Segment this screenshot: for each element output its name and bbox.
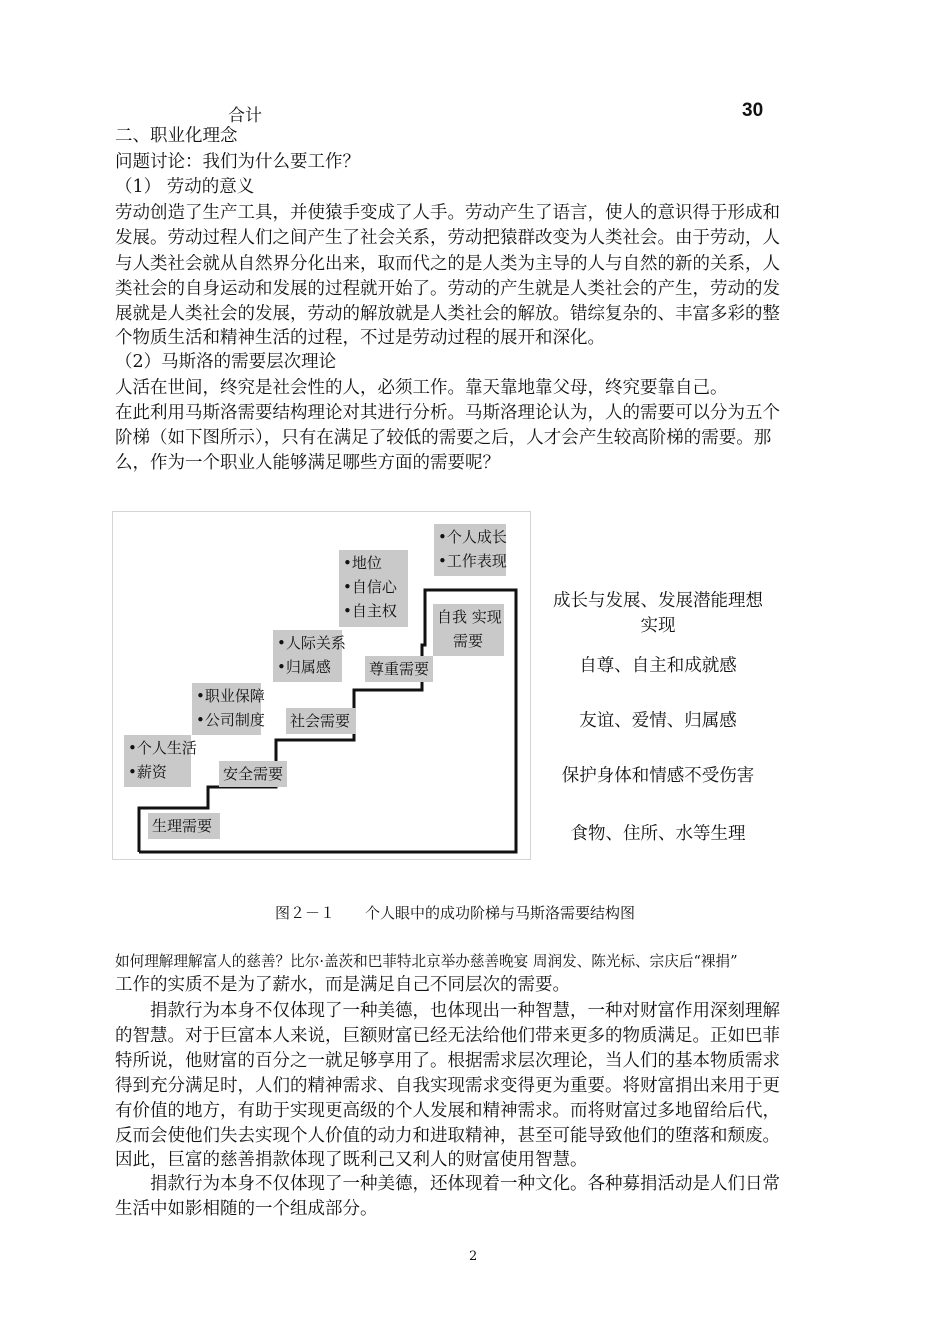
para1-line: 类社会的自身运动和发展的过程就开始了。劳动的产生就是人类社会的产生，劳动的发: [115, 279, 780, 299]
subheading-labor: （1） 劳动的意义: [115, 177, 255, 197]
step-self-actualization-line1: 自我 实现: [437, 608, 502, 626]
need-label-self-actualization: [540, 589, 776, 639]
need-label-line: 实现: [640, 616, 676, 636]
career-item: •地位: [343, 554, 382, 572]
section-heading: 二、职业化理念: [115, 126, 238, 146]
para3-line: 捐款行为本身不仅体现了一种美德，也体现出一种智慧，一种对财富作用深刻理解: [115, 1001, 780, 1021]
para1-line: 发展。劳动过程人们之间产生了社会关系，劳动把猿群改变为人类社会。由于劳动，人: [115, 228, 780, 248]
para2-line: 么，作为一个职业人能够满足哪些方面的需要呢？: [115, 453, 500, 473]
career-item: •公司制度: [196, 711, 265, 729]
total-label: 合计: [228, 106, 262, 126]
career-item: •自主权: [343, 602, 397, 620]
career-item: •归属感: [277, 658, 331, 676]
career-item: •个人生活: [128, 739, 197, 757]
career-item: •人际关系: [277, 634, 346, 652]
para1-line: 劳动创造了生产工具，并使猿手变成了人手。劳动产生了语言，使人的意识得于形成和: [115, 203, 780, 223]
para2-line: 阶梯（如下图所示），只有在满足了较低的需要之后，人才会产生较高阶梯的需要。那: [115, 428, 772, 448]
para1-line: 个物质生活和精神生活的过程，不过是劳动过程的展开和深化。: [115, 328, 605, 348]
career-item: •薪资: [128, 763, 167, 781]
figure-caption: 图２－１ 个人眼中的成功阶梯与马斯洛需要结构图: [275, 904, 636, 922]
need-label-safety: 保护身体和情感不受伤害: [561, 766, 755, 786]
para1-line: 与人类社会就从自然界分化出来，取而代之的是人类为主导的人与自然的新的关系，人: [115, 254, 780, 274]
para3-line: 得到充分满足时，人们的精神需求、自我实现需求变得更为重要。将财富捐出来用于更: [115, 1076, 780, 1096]
need-label-esteem: 自尊、自主和成就感: [579, 656, 737, 676]
career-box-status: [339, 550, 408, 627]
step-social: 社会需要: [286, 708, 356, 734]
need-label-line: 成长与发展、发展潜能理想: [553, 591, 763, 611]
para1-line: 展就是人类社会的发展，劳动的解放就是人类社会的解放。错综复杂的、丰富多彩的整: [115, 304, 780, 324]
subheading-maslow: （2）马斯洛的需要层次理论: [115, 352, 337, 372]
step-self-actualization: [433, 604, 504, 656]
para3-line: 的智慧。对于巨富本人来说，巨额财富已经无法给他们带来更多的物质满足。正如巴菲: [115, 1026, 780, 1046]
para4-line: 捐款行为本身不仅体现了一种美德，还体现着一种文化。各种募捐活动是人们日常: [115, 1174, 780, 1194]
career-item: •自信心: [343, 578, 397, 596]
career-item: •工作表现: [438, 552, 507, 570]
page-number: 2: [469, 1249, 478, 1264]
career-item: •个人成长: [438, 528, 507, 546]
career-box-personal-life: [124, 735, 197, 787]
para3-line: 有价值的地方，有助于实现更高级的个人发展和精神需求。而将财富过多地留给后代，: [115, 1101, 780, 1121]
para2-line: 人活在世间，终究是社会性的人，必须工作。靠天靠地靠父母，终究要靠自己。: [115, 378, 728, 398]
career-item: •职业保障: [196, 687, 265, 705]
para2-line: 在此利用马斯洛需要结构理论对其进行分析。马斯洛理论认为，人的需要可以分为五个: [115, 403, 780, 423]
para4-line: 生活中如影相随的一个组成部分。: [115, 1199, 378, 1219]
career-box-growth: [434, 524, 506, 576]
discussion-question: 问题讨论：我们为什么要工作？: [115, 152, 360, 172]
para3-line: 反而会使他们失去实现个人价值的动力和进取精神，甚至可能导致他们的堕落和颓废。: [115, 1126, 780, 1146]
step-physiological: 生理需要: [148, 813, 220, 839]
total-value: 30: [742, 100, 764, 121]
need-label-physiological: 食物、住所、水等生理: [570, 824, 746, 844]
career-box-relationships: [273, 630, 346, 682]
step-safety: 安全需要: [219, 761, 287, 787]
step-self-actualization-line2: 需要: [453, 632, 484, 650]
career-box-job-security: [192, 683, 265, 735]
need-label-social: 友谊、爱情、归属感: [579, 711, 737, 731]
step-esteem: 尊重需要: [365, 656, 433, 682]
para-line: 工作的实质不是为了薪水，而是满足自己不同层次的需要。: [115, 975, 570, 995]
para3-line: 因此，巨富的慈善捐款体现了既利己又利人的财富使用智慧。: [115, 1150, 588, 1170]
lead-line: 如何理解理解富人的慈善？比尔·盖茨和巴菲特北京举办慈善晚宴 周润发、陈光标、宗庆后“裸捐”: [115, 953, 738, 970]
para3-line: 特所说，他财富的百分之一就足够享用了。根据需求层次理论，当人们的基本物质需求: [115, 1051, 780, 1071]
